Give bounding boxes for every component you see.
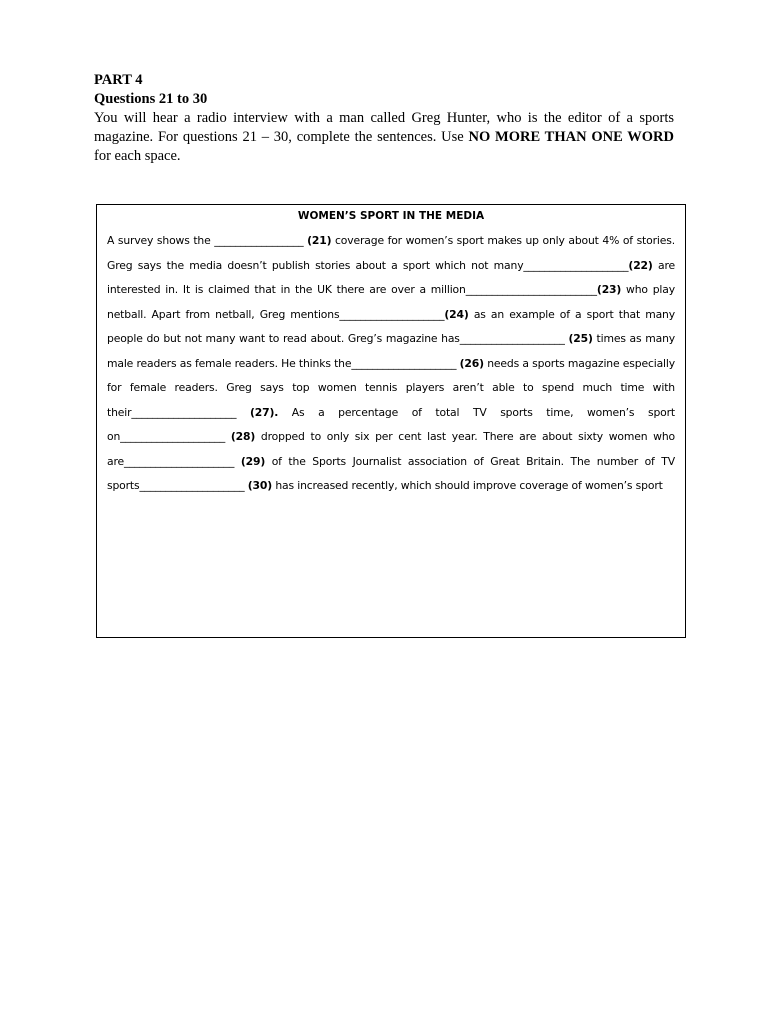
passage-text: who play netball. Apart from netball, Greg mentions____________________	[107, 283, 675, 321]
passage-text: As a percentage of total TV sports time, women’s sport on____________________	[107, 405, 675, 443]
passage-text: dropped to only six per cent last year. There are about sixty women who are_____________________	[107, 430, 675, 468]
box-title: WOMEN’S SPORT IN THE MEDIA	[297, 210, 485, 222]
passage-text: has increased recently, which should improve coverage of women’s sport	[272, 479, 663, 492]
passage-text: as an example of a sport that many people do but not many want to read about. Greg’s magazine has____________________	[107, 307, 675, 345]
instructions-post: for each space.	[94, 148, 181, 164]
question-number: (25)	[568, 332, 593, 345]
instructions-text	[94, 109, 674, 166]
question-number: (27).	[249, 405, 279, 419]
question-number: (23)	[596, 283, 622, 296]
passage-text: are interested in. It is claimed that in the UK there are over a million_________________________	[107, 258, 675, 296]
question-number: (28)	[230, 430, 256, 443]
passage-text: of the Sports Journalist association of Great Britain. The number of TV sports____________________	[107, 454, 675, 492]
passage-text: coverage for women’s sport makes up only about 4% of stories. Greg says the media doesn’t publish stories about a sport which not many____________________	[107, 234, 675, 272]
question-number: (26)	[459, 356, 484, 370]
question-number: (22)	[628, 258, 653, 272]
question-number: (21)	[307, 234, 332, 247]
instructions-emphasis: NO MORE THAN ONE WORD	[468, 129, 674, 145]
instructions-pre: You will hear a radio interview with a man called Greg Hunter, who is the editor of a sports magazine. For questions 21 – 30, complete the sentences. Use	[94, 110, 674, 145]
passage-text: times as many male readers as female readers. He thinks the____________________	[107, 332, 676, 370]
instructions-header	[94, 71, 674, 166]
questions-range: Questions 21 to 30	[94, 91, 208, 107]
gap-fill-passage	[107, 229, 675, 499]
gap-fill-box	[96, 204, 686, 638]
question-number: (24)	[444, 307, 469, 321]
passage-text: A survey shows the _________________	[107, 234, 308, 247]
question-number: (29)	[240, 454, 266, 468]
part-heading: PART 4	[94, 72, 143, 88]
passage-text: needs a sports magazine especially for female readers. Greg says top women tennis players aren’t able to spend much time with their____________________	[107, 356, 675, 419]
question-number: (30)	[247, 479, 273, 492]
